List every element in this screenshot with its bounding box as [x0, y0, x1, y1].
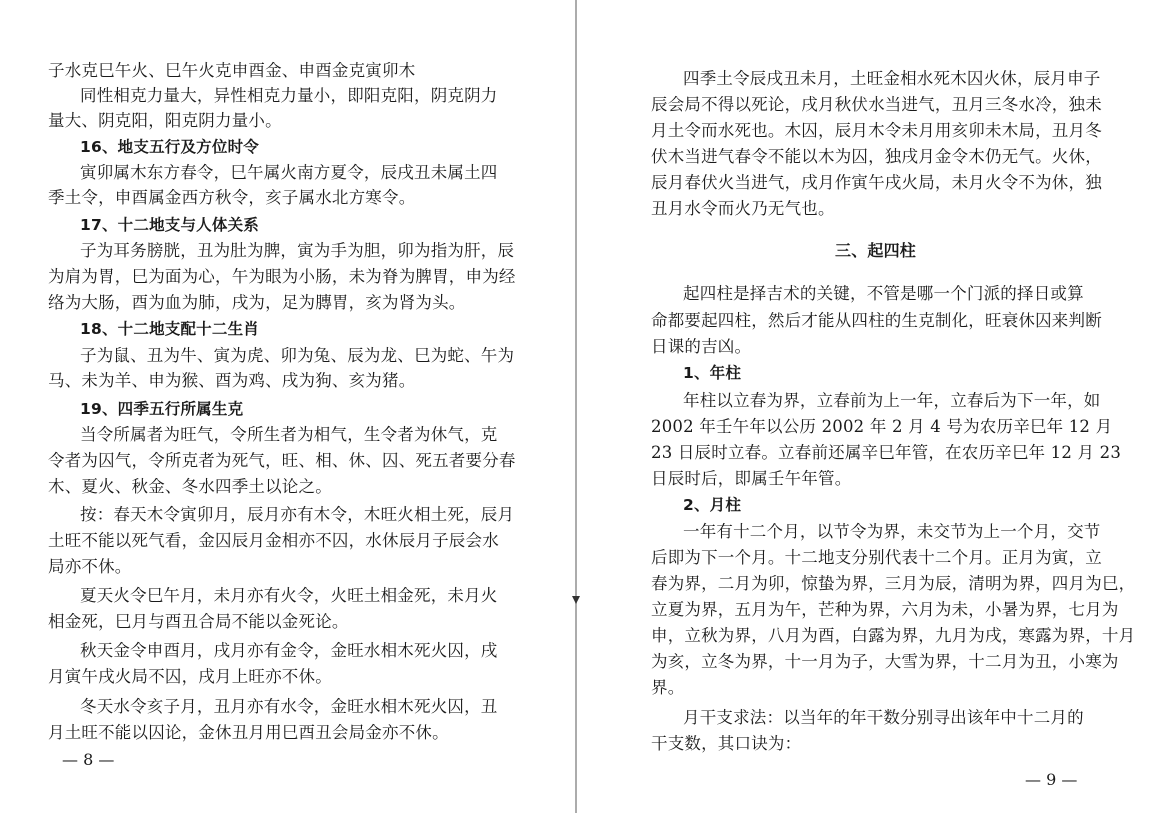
paragraph-line: 干支数，其口诀为：	[651, 734, 802, 753]
book-spine	[575, 0, 577, 813]
paragraph-line: 命都要起四柱，然后才能从四柱的生克制化，旺衰休囚来判断	[651, 311, 1102, 330]
paragraph-line: 夏天火令巳午月，未月亦有火令，火旺土相金死，未月火	[80, 586, 498, 605]
paragraph-line: 土旺不能以死气看，金囚辰月金相亦不囚，水休辰月子辰会水	[48, 531, 499, 550]
section-heading: 18、十二地支配十二生肖	[80, 320, 259, 338]
paragraph-line: 一年有十二个月，以节令为界，未交节为上一个月，交节	[683, 522, 1101, 541]
paragraph-line: 起四柱是择吉术的关键，不管是哪一个门派的择日或算	[683, 284, 1084, 303]
paragraph-line: 月干支求法：以当年的年干数分别寻出该年中十二月的	[683, 708, 1084, 727]
spine-mark	[572, 596, 580, 604]
paragraph-line: 量大、阴克阳，阳克阴力量小。	[48, 111, 282, 130]
left-page	[0, 0, 565, 813]
paragraph-line: 络为大肠，酉为血为肺，戌为，足为膞胃，亥为肾为头。	[48, 293, 466, 312]
paragraph-line: 辰会局不得以死论，戌月秋伏水当进气，丑月三冬水冷，独未	[651, 95, 1102, 114]
paragraph-line: 月土旺不能以囚论，金休丑月用巳酉丑会局金亦不休。	[48, 723, 449, 742]
right-page	[585, 0, 1156, 813]
paragraph-line: 冬天水令亥子月，丑月亦有水令，金旺水相木死火囚，丑	[80, 697, 498, 716]
paragraph-line: 木、夏火、秋金、冬水四季土以论之。	[48, 477, 332, 496]
paragraph-line: 子为鼠、丑为牛、寅为虎、卯为兔、辰为龙、巳为蛇、午为	[80, 346, 515, 365]
paragraph-line: 按：春天木令寅卯月，辰月亦有木令，木旺火相土死，辰月	[80, 505, 515, 524]
paragraph-line: 局亦不休。	[48, 557, 132, 576]
section-heading: 17、十二地支与人体关系	[80, 216, 259, 234]
paragraph-line: 秋天金令申酉月，戌月亦有金令，金旺水相木死火囚，戌	[80, 641, 498, 660]
page-number: — 9 —	[1025, 770, 1078, 789]
paragraph-line: 界。	[651, 678, 685, 697]
paragraph-line: 马、未为羊、申为猴、酉为鸡、戌为狗、亥为猪。	[48, 371, 416, 390]
page-number: — 8 —	[62, 750, 115, 769]
paragraph-line: 为肩为胃，巳为面为心，午为眼为小肠，未为脊为脾胃，申为经	[48, 267, 516, 286]
paragraph-line: 日课的吉凶。	[651, 337, 752, 356]
paragraph-line: 日辰时后，即属壬午年管。	[651, 469, 852, 488]
paragraph-line: 年柱以立春为界，立春前为上一年，立春后为下一年，如	[683, 391, 1101, 410]
paragraph-line: 春为界，二月为卯，惊蛰为界，三月为辰，清明为界，四月为巳，	[651, 574, 1136, 593]
paragraph-line: 月寅午戌火局不囚，戌月上旺亦不休。	[48, 667, 332, 686]
paragraph-line: 丑月水令而火乃无气也。	[651, 199, 835, 218]
paragraph-line: 令者为囚气，令所克者为死气，旺、相、休、囚、死五者要分春	[48, 451, 516, 470]
paragraph-line: 子为耳务膀胱，丑为肚为脾，寅为手为胆，卯为指为肝，辰	[80, 241, 515, 260]
paragraph-line: 立夏为界，五月为午，芒种为界，六月为未，小暑为界，七月为	[651, 600, 1119, 619]
paragraph-line: 伏木当进气春令不能以木为囚，独戌月金令木仍无气。火休，	[651, 147, 1102, 166]
paragraph-line: 相金死，巳月与酉丑合局不能以金死论。	[48, 612, 349, 631]
paragraph-line: 季土令，申酉属金西方秋令，亥子属水北方寒令。	[48, 188, 416, 207]
paragraph-line: 四季土令辰戌丑未月，土旺金相水死木囚火休，辰月申子	[683, 69, 1101, 88]
section-heading: 19、四季五行所属生克	[80, 400, 244, 418]
section-heading: 16、地支五行及方位时令	[80, 138, 259, 156]
section-heading: 2、月柱	[683, 496, 742, 514]
paragraph-line: 同性相克力量大，异性相克力量小，即阳克阳，阴克阴力	[80, 86, 498, 105]
paragraph-line: 2002 年壬午年以公历 2002 年 2 月 4 号为农历辛巳年 12 月	[651, 417, 1113, 436]
paragraph-line: 当令所属者为旺气，令所生者为相气，生令者为休气，克	[80, 425, 498, 444]
paragraph-line: 23 日辰时立春。立春前还属辛巳年管，在农历辛巳年 12 月 23	[651, 443, 1122, 462]
paragraph-line: 寅卯属木东方春令，巳午属火南方夏令，辰戌丑未属土四	[80, 163, 498, 182]
text-line: 子水克巳午火、巳午火克申酉金、申酉金克寅卯木	[48, 61, 416, 80]
paragraph-line: 辰月春伏火当进气，戌月作寅午戌火局，未月火令不为休，独	[651, 173, 1102, 192]
section-heading: 1、年柱	[683, 364, 742, 382]
paragraph-line: 月土令而水死也。木囚，辰月木令未月用亥卯未木局，丑月冬	[651, 121, 1102, 140]
paragraph-line: 为亥，立冬为界，十一月为子，大雪为界，十二月为丑，小寒为	[651, 652, 1119, 671]
paragraph-line: 申，立秋为界，八月为酉，白露为界，九月为戌，寒露为界，十月	[651, 626, 1136, 645]
paragraph-line: 后即为下一个月。十二地支分别代表十二个月。正月为寅，立	[651, 548, 1102, 567]
chapter-title: 三、起四柱	[835, 241, 917, 260]
